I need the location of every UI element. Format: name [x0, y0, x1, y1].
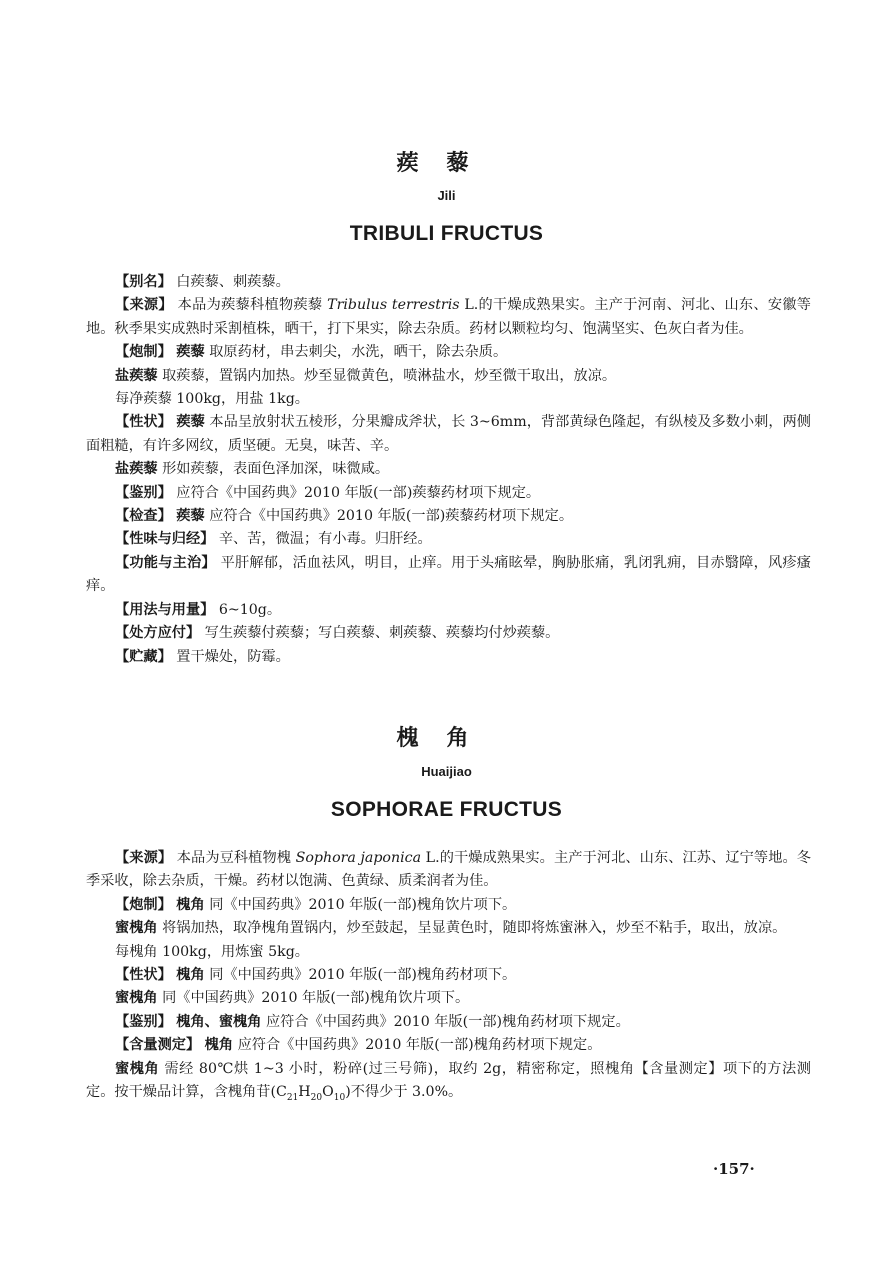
- paragraph-characters: [86, 411, 811, 458]
- section-heading: 【性状】: [115, 414, 172, 431]
- paragraph-processing-salt: [86, 365, 811, 388]
- paragraph-assay-honey: [86, 1058, 811, 1111]
- section-heading: 【性味与归经】: [115, 531, 215, 548]
- section-heading: 【炮制】: [115, 896, 172, 913]
- entry-body: [86, 271, 811, 669]
- paragraph-text: 本品为蒺藜科植物蒺藜: [177, 297, 323, 314]
- paragraph-storage: [86, 646, 811, 669]
- paragraph-source: [86, 294, 811, 341]
- section-heading: 【鉴别】: [115, 484, 172, 501]
- paragraph-text: 同《中国药典》2010 年版(一部)槐角饮片项下。: [209, 896, 517, 913]
- entry-title-pinyin: Huaijiao: [421, 764, 472, 779]
- section-heading: 【别名】: [115, 274, 172, 290]
- paragraph-text: L.的干燥成熟果实。主产于河北、山东、江苏、辽宁等地。冬季采收，除去杂质，干燥。药材以饱满、色黄绿、质柔润者为佳。: [86, 850, 811, 890]
- paragraph-text: 本品为豆科植物槐: [176, 850, 292, 866]
- paragraph-characters: [86, 964, 811, 987]
- entry-body: [86, 847, 811, 1110]
- paragraph-text: 应符合《中国药典》2010 年版(一部)蒺藜药材项下规定。: [209, 508, 574, 525]
- paragraph-text: 应符合《中国药典》2010 年版(一部)蒺藜药材项下规定。: [176, 484, 541, 501]
- paragraph-text: 辛、苦，微温；有小毒。归肝经。: [218, 531, 432, 548]
- sub-heading: 蒺藜: [176, 344, 205, 361]
- paragraph-processing: [86, 894, 811, 917]
- paragraph-text: 本品呈放射状五棱形，分果瓣成斧状，长 3~6mm，背部黄绿色隆起，有纵棱及多数小刺，两侧面粗糙，有许多网纹，质坚硬。无臭，味苦、辛。: [86, 414, 811, 454]
- paragraph-identification: [86, 482, 811, 505]
- latin-species-name: Sophora japonica: [295, 850, 422, 866]
- sub-heading: 槐角: [176, 896, 205, 913]
- paragraph-identification: [86, 1011, 811, 1034]
- section-heading: 【处方应付】: [115, 625, 201, 642]
- section-heading: 【检查】: [115, 508, 172, 525]
- section-heading: 【功能与主治】: [115, 554, 216, 571]
- paragraph-text: 写生蒺藜付蒺藜；写白蒺藜、刺蒺藜、蒺藜均付炒蒺藜。: [204, 625, 560, 642]
- paragraph-dosage-ratio: [86, 941, 811, 964]
- paragraph-nature-meridian: [86, 528, 811, 551]
- paragraph-text: )不得少于 3.0%。: [345, 1084, 463, 1101]
- sub-heading: 蜜槐角: [115, 920, 158, 937]
- paragraph-functions: [86, 552, 811, 599]
- paragraph-text: 应符合《中国药典》2010 年版(一部)槐角药材项下规定。: [265, 1013, 630, 1030]
- sub-heading: 槐角: [176, 967, 205, 984]
- formula-subscript: 20: [310, 1092, 323, 1103]
- paragraph-text: 每槐角 100kg，用炼蜜 5kg。: [115, 943, 309, 960]
- sub-heading: 槐角、蜜槐角: [176, 1013, 262, 1030]
- paragraph-text: 6~10g。: [218, 601, 282, 618]
- section-heading: 【炮制】: [115, 344, 172, 361]
- paragraph-text: 将锅加热，取净槐角置锅内，炒至鼓起，呈显黄色时，随即将炼蜜淋入，炒至不粘手，取出，放凉。: [162, 920, 787, 937]
- sub-heading: 蒺藜: [176, 414, 205, 431]
- page-number: ·157·: [713, 1160, 755, 1178]
- paragraph-alias: [86, 271, 811, 294]
- paragraph-text: 需经 80℃烘 1~3 小时，粉碎(过三号筛)，取约 2g，精密称定，照槐角【含量测定】项下的方法测定。按干燥品计算，含槐角苷(C: [86, 1060, 811, 1101]
- section-heading: 【来源】: [115, 850, 173, 866]
- formula-text: H: [298, 1084, 311, 1101]
- paragraph-characters-honey: [86, 987, 811, 1010]
- sub-heading: 蜜槐角: [115, 1060, 160, 1077]
- paragraph-characters-salt: [86, 458, 811, 481]
- paragraph-text: 同《中国药典》2010 年版(一部)槐角饮片项下。: [162, 990, 470, 1007]
- paragraph-prescription: [86, 622, 811, 645]
- paragraph-text: 平肝解郁，活血祛风，明目，止痒。用于头痛眩晕，胸胁胀痛，乳闭乳痈，目赤翳障，风疹瘙痒。: [86, 554, 811, 595]
- paragraph-text: 同《中国药典》2010 年版(一部)槐角药材项下。: [209, 967, 517, 984]
- formula-subscript: 21: [286, 1092, 299, 1103]
- paragraph-processing-honey: [86, 917, 811, 940]
- paragraph-text: 形如蒺藜，表面色泽加深，味微咸。: [162, 461, 390, 478]
- paragraph-processing: [86, 341, 811, 364]
- paragraph-text: 取原药材，串去刺尖，水洗，晒干，除去杂质。: [209, 344, 508, 361]
- paragraph-text: L.的干燥成熟果实。主产于河南、河北、山东、安徽等地。秋季果实成熟时采割植株，晒干，打下果实，除去杂质。药材以颗粒均匀、饱满坚实、色灰白者为佳。: [86, 297, 811, 337]
- paragraph-inspection: [86, 505, 811, 528]
- entry-title-chinese: 蒺藜: [396, 150, 497, 176]
- sub-heading: 盐蒺藜: [115, 461, 158, 478]
- paragraph-dosage-ratio: [86, 388, 811, 411]
- section-heading: 【鉴别】: [115, 1013, 172, 1030]
- sub-heading: 蒺藜: [176, 508, 205, 525]
- section-heading: 【来源】: [115, 297, 173, 314]
- section-heading: 【含量测定】: [115, 1037, 201, 1054]
- paragraph-text: 应符合《中国药典》2010 年版(一部)槐角药材项下规定。: [237, 1037, 602, 1054]
- section-heading: 【性状】: [115, 967, 172, 984]
- entry-title-chinese: 槐角: [396, 725, 497, 751]
- sub-heading: 槐角: [204, 1037, 234, 1054]
- paragraph-text: 白蒺藜、刺蒺藜。: [176, 274, 290, 290]
- formula-subscript: 10: [333, 1092, 346, 1103]
- paragraph-assay: [86, 1034, 811, 1057]
- section-heading: 【用法与用量】: [115, 601, 215, 618]
- paragraph-text: 每净蒺藜 100kg，用盐 1kg。: [115, 391, 309, 408]
- paragraph-text: 置干燥处，防霉。: [176, 648, 290, 665]
- formula-text: O: [322, 1084, 334, 1101]
- paragraph-source: [86, 847, 811, 894]
- paragraph-text: 取蒺藜，置锅内加热。炒至显微黄色，喷淋盐水，炒至微干取出，放凉。: [162, 367, 617, 384]
- latin-species-name: Tribulus terrestris: [327, 297, 460, 314]
- sub-heading: 蜜槐角: [115, 990, 158, 1007]
- entry-title-latin: SOPHORAE FRUCTUS: [330, 798, 563, 821]
- sub-heading: 盐蒺藜: [115, 367, 158, 384]
- paragraph-usage: [86, 599, 811, 622]
- entry-title-pinyin: Jili: [437, 188, 456, 203]
- entry-title-latin: TRIBULI FRUCTUS: [349, 222, 544, 245]
- section-heading: 【贮藏】: [115, 648, 172, 665]
